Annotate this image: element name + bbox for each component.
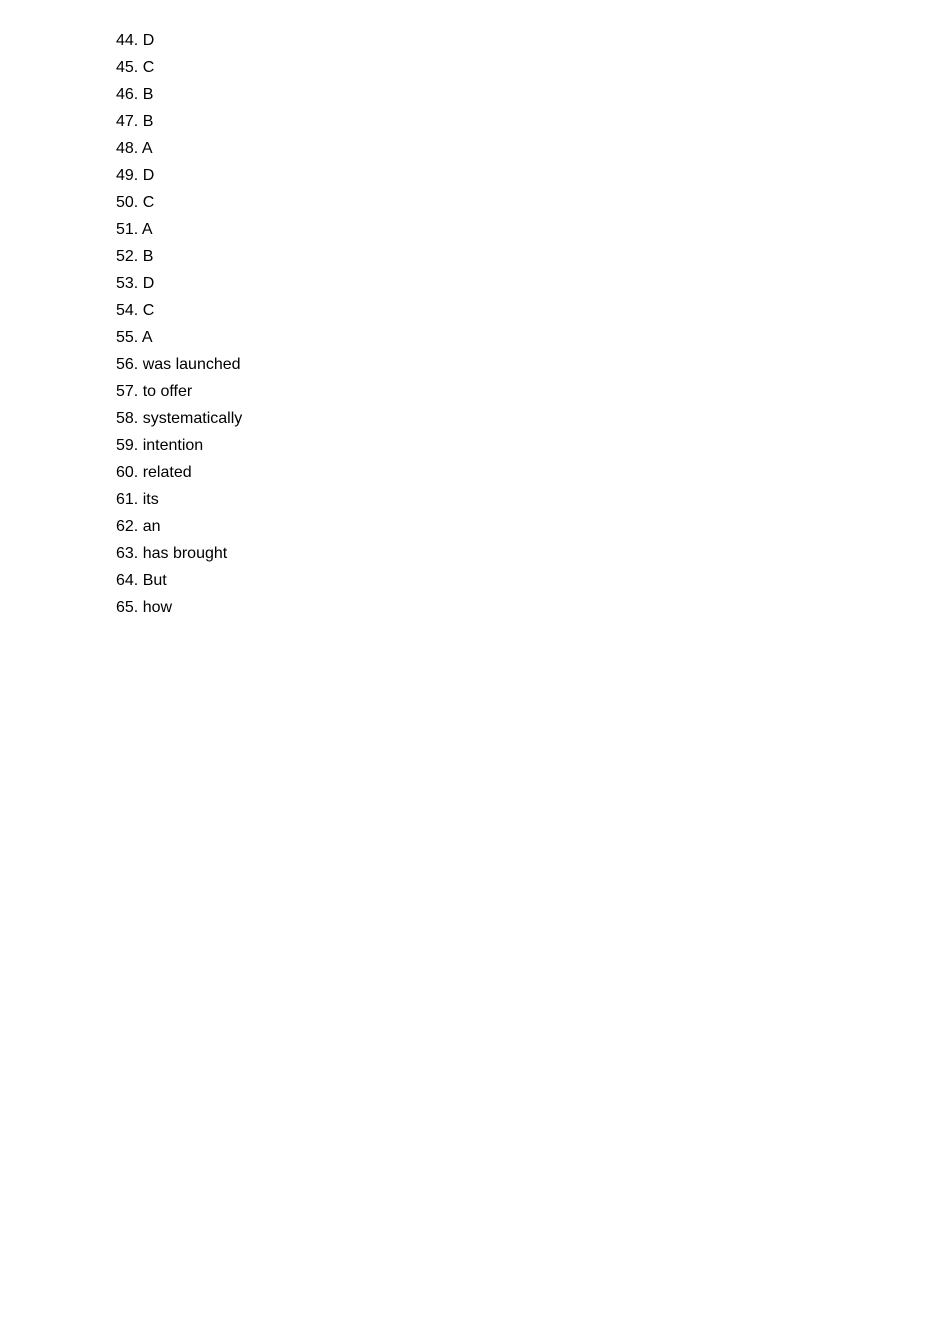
answer-item — [116, 110, 242, 137]
answer-item — [116, 299, 242, 326]
question-number: 60. — [116, 464, 139, 481]
question-number: 44. — [116, 32, 139, 49]
answer-item — [116, 218, 242, 245]
answer-text: B — [142, 113, 154, 130]
answer-item — [116, 596, 242, 623]
answer-key-list — [116, 29, 242, 623]
answer-item — [116, 56, 242, 83]
answer-item — [116, 488, 242, 515]
question-number: 49. — [116, 167, 139, 184]
answer-text: B — [142, 86, 154, 103]
answer-item — [116, 380, 242, 407]
answer-text: has brought — [142, 545, 228, 562]
answer-text: how — [142, 599, 173, 616]
answer-item — [116, 245, 242, 272]
answer-item — [116, 569, 242, 596]
answer-text: A — [141, 221, 153, 238]
answer-text: D — [142, 32, 155, 49]
question-number: 52. — [116, 248, 139, 265]
answer-item — [116, 434, 242, 461]
answer-text: to offer — [142, 383, 193, 400]
question-number: 59. — [116, 437, 139, 454]
answer-text: its — [142, 491, 159, 508]
answer-item — [116, 164, 242, 191]
answer-text: intention — [142, 437, 204, 454]
answer-item — [116, 29, 242, 56]
answer-item — [116, 272, 242, 299]
question-number: 54. — [116, 302, 139, 319]
answer-text: an — [142, 518, 161, 535]
question-number: 56. — [116, 356, 139, 373]
answer-text: D — [142, 167, 155, 184]
answer-text: A — [141, 140, 153, 157]
answer-item — [116, 83, 242, 110]
question-number: 53. — [116, 275, 139, 292]
answer-text: related — [142, 464, 192, 481]
answer-text: C — [142, 302, 155, 319]
question-number: 57. — [116, 383, 139, 400]
question-number: 48. — [116, 140, 139, 157]
answer-text: C — [142, 194, 155, 211]
question-number: 64. — [116, 572, 139, 589]
answer-item — [116, 542, 242, 569]
answer-item — [116, 353, 242, 380]
answer-text: C — [142, 59, 155, 76]
question-number: 63. — [116, 545, 139, 562]
answer-item — [116, 191, 242, 218]
answer-item — [116, 407, 242, 434]
question-number: 62. — [116, 518, 139, 535]
question-number: 47. — [116, 113, 139, 130]
question-number: 65. — [116, 599, 139, 616]
answer-text: But — [142, 572, 167, 589]
answer-item — [116, 326, 242, 353]
answer-text: B — [142, 248, 154, 265]
question-number: 50. — [116, 194, 139, 211]
answer-text: systematically — [142, 410, 243, 427]
question-number: 46. — [116, 86, 139, 103]
question-number: 51. — [116, 221, 139, 238]
answer-item — [116, 515, 242, 542]
answer-item — [116, 461, 242, 488]
question-number: 55. — [116, 329, 139, 346]
question-number: 45. — [116, 59, 139, 76]
question-number: 58. — [116, 410, 139, 427]
answer-text: D — [142, 275, 155, 292]
question-number: 61. — [116, 491, 139, 508]
answer-text: was launched — [142, 356, 241, 373]
answer-text: A — [141, 329, 153, 346]
answer-item — [116, 137, 242, 164]
